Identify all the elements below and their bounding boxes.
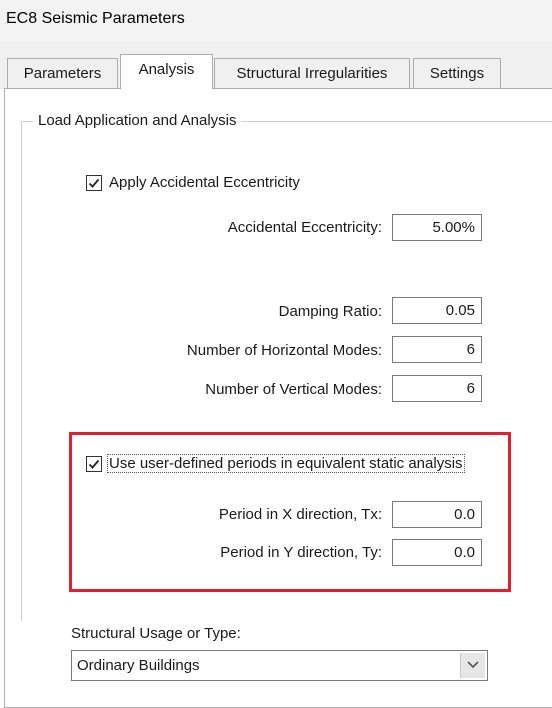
- structural-usage-label: Structural Usage or Type:: [71, 625, 241, 642]
- horizontal-modes-field[interactable]: 6: [392, 336, 482, 363]
- accidental-eccentricity-field[interactable]: 5.00%: [392, 214, 482, 241]
- apply-accidental-eccentricity-label[interactable]: Apply Accidental Eccentricity: [109, 174, 300, 191]
- tab-analysis[interactable]: Analysis: [120, 54, 213, 89]
- dropdown-button[interactable]: [460, 653, 485, 678]
- window-title: EC8 Seismic Parameters: [6, 10, 185, 27]
- groupbox-legend: Load Application and Analysis: [33, 112, 241, 129]
- period-x-label: Period in X direction, Tx:: [218, 506, 382, 523]
- period-y-field[interactable]: 0.0: [392, 539, 482, 566]
- horizontal-modes-label: Number of Horizontal Modes:: [186, 342, 382, 359]
- damping-ratio-label: Damping Ratio:: [278, 303, 382, 320]
- vertical-modes-label: Number of Vertical Modes:: [205, 381, 382, 398]
- tab-parameters[interactable]: Parameters: [7, 58, 118, 88]
- tab-structural-irregularities[interactable]: Structural Irregularities: [214, 58, 410, 88]
- use-user-defined-periods-checkbox[interactable]: [86, 456, 102, 472]
- use-user-defined-periods-label[interactable]: Use user-defined periods in equivalent static analysis: [109, 455, 463, 472]
- chevron-down-icon: [467, 661, 479, 669]
- structural-usage-dropdown[interactable]: [71, 650, 488, 681]
- period-y-label: Period in Y direction, Ty:: [220, 544, 382, 561]
- period-x-field[interactable]: 0.0: [392, 501, 482, 528]
- accidental-eccentricity-label: Accidental Eccentricity:: [227, 219, 382, 236]
- title-bar: [0, 0, 552, 42]
- checkmark-icon: [88, 458, 100, 470]
- checkmark-icon: [88, 177, 100, 189]
- apply-accidental-eccentricity-checkbox[interactable]: [86, 175, 102, 191]
- vertical-modes-field[interactable]: 6: [392, 375, 482, 402]
- damping-ratio-field[interactable]: 0.05: [392, 297, 482, 324]
- tab-settings[interactable]: Settings: [413, 58, 501, 88]
- structural-usage-selected: Ordinary Buildings: [77, 657, 200, 674]
